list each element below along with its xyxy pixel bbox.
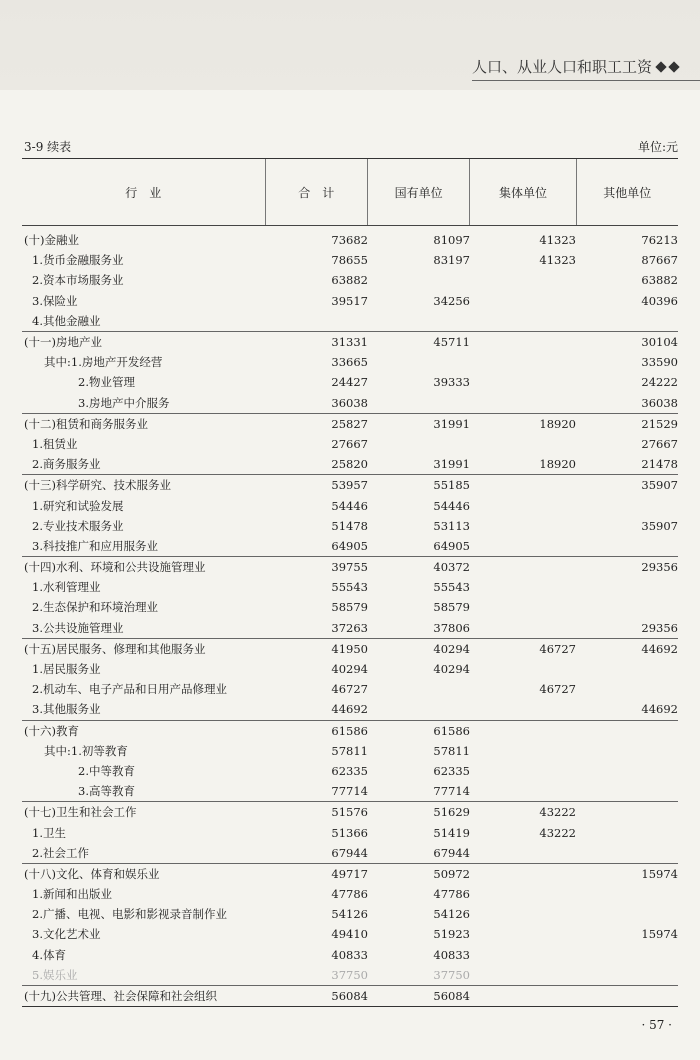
total-value: 27667 (331, 436, 368, 451)
industry-name: 1.新闻和出版业 (32, 887, 112, 902)
state-value: 53113 (433, 518, 470, 533)
collective-value: 43222 (539, 825, 576, 840)
industry-name: (十二)租赁和商务服务业 (24, 416, 148, 431)
state-value: 67944 (433, 845, 470, 860)
total-value: 24427 (331, 375, 368, 390)
state-value: 54126 (433, 907, 470, 922)
table-row (22, 413, 678, 434)
total-value: 37263 (331, 620, 368, 635)
total-value: 51576 (331, 805, 368, 820)
state-value: 62335 (433, 763, 470, 778)
table-row (22, 536, 678, 556)
col-header-industry: 行 业 (22, 159, 266, 225)
other-value: 27667 (641, 436, 678, 451)
industry-name: 1.卫生 (32, 825, 66, 840)
total-value: 40833 (331, 947, 368, 962)
other-value: 76213 (641, 233, 678, 248)
industry-name: 2.专业技术服务业 (32, 518, 124, 533)
table-row (22, 516, 678, 536)
table-row (22, 556, 678, 577)
total-value: 67944 (331, 845, 368, 860)
collective-value: 46727 (539, 682, 576, 697)
state-value: 56084 (433, 989, 470, 1004)
other-value: 87667 (641, 253, 678, 268)
collective-value: 43222 (539, 805, 576, 820)
industry-name: (十)金融业 (24, 233, 79, 248)
wage-table (22, 158, 678, 1007)
industry-name: 5.娱乐业 (32, 967, 78, 982)
industry-name: 2.中等教育 (78, 763, 135, 778)
total-value: 49410 (331, 927, 368, 942)
collective-value: 41323 (539, 253, 576, 268)
total-value: 40294 (331, 662, 368, 677)
state-value: 77714 (433, 784, 470, 799)
industry-name: (十四)水利、环境和公共设施管理业 (24, 560, 206, 575)
table-row (22, 618, 678, 638)
total-value: 64905 (331, 538, 368, 553)
state-value: 45711 (433, 335, 470, 350)
collective-value: 18920 (539, 457, 576, 472)
page-number: · 57 · (641, 1018, 672, 1032)
total-value: 53957 (331, 478, 368, 493)
state-value: 54446 (433, 498, 470, 513)
state-value: 55543 (433, 580, 470, 595)
table-row (22, 924, 678, 944)
collective-value: 41323 (539, 233, 576, 248)
state-value: 58579 (433, 600, 470, 615)
state-value: 31991 (433, 457, 470, 472)
running-header (472, 56, 678, 77)
table-row (22, 311, 678, 331)
other-value: 40396 (641, 293, 678, 308)
state-value: 40294 (433, 641, 470, 656)
table-row (22, 393, 678, 413)
industry-name: 其中:1.初等教育 (44, 743, 128, 758)
state-value: 51419 (433, 825, 470, 840)
table-row (22, 884, 678, 904)
other-value: 44692 (641, 641, 678, 656)
state-value: 37806 (433, 620, 470, 635)
table-header (22, 159, 678, 226)
table-body (22, 226, 678, 1006)
industry-name: (十九)公共管理、社会保障和社会组织 (24, 989, 217, 1004)
state-value: 50972 (433, 866, 470, 881)
industry-name: 2.机动车、电子产品和日用产品修理业 (32, 682, 227, 697)
table-row (22, 659, 678, 679)
industry-name: 4.体育 (32, 947, 66, 962)
col-header-other: 其他单位 (603, 185, 652, 200)
state-value: 40294 (433, 662, 470, 677)
header-rule (472, 80, 700, 81)
total-value: 47786 (331, 887, 368, 902)
state-value: 51629 (433, 805, 470, 820)
total-value: 62335 (331, 763, 368, 778)
industry-name: 3.公共设施管理业 (32, 620, 124, 635)
industry-name: 3.保险业 (32, 293, 78, 308)
table-row (22, 352, 678, 372)
industry-name: 2.广播、电视、电影和影视录音制作业 (32, 907, 227, 922)
industry-name: 1.水利管理业 (32, 580, 101, 595)
table-row (22, 270, 678, 290)
col-header-collective: 集体单位 (470, 159, 576, 225)
total-value: 39755 (331, 560, 368, 575)
total-value: 37750 (331, 967, 368, 982)
table-row (22, 230, 678, 250)
total-value: 44692 (331, 702, 368, 717)
table-row (22, 474, 678, 495)
total-value: 54446 (331, 498, 368, 513)
total-value: 49717 (331, 866, 368, 881)
industry-name: 1.研究和试验发展 (32, 498, 124, 513)
industry-name: 3.科技推广和应用服务业 (32, 538, 158, 553)
state-value: 47786 (433, 887, 470, 902)
state-value: 81097 (433, 233, 470, 248)
table-row (22, 965, 678, 985)
state-value: 40833 (433, 947, 470, 962)
total-value: 36038 (331, 395, 368, 410)
industry-name: 3.文化艺术业 (32, 927, 101, 942)
industry-name: 1.租赁业 (32, 436, 78, 451)
state-value: 37750 (433, 967, 470, 982)
industry-name: 4.其他金融业 (32, 313, 101, 328)
col-header-state: 国有单位 (368, 159, 470, 225)
table-row (22, 495, 678, 515)
other-value: 63882 (641, 273, 678, 288)
total-value: 61586 (331, 723, 368, 738)
other-value: 29356 (641, 620, 678, 635)
industry-name: 1.居民服务业 (32, 662, 101, 677)
industry-name: (十八)文化、体育和娱乐业 (24, 866, 160, 881)
table-row (22, 434, 678, 454)
table-row (22, 291, 678, 311)
state-value: 34256 (433, 293, 470, 308)
total-value: 51366 (331, 825, 368, 840)
other-value: 21529 (641, 416, 678, 431)
total-value: 55543 (331, 580, 368, 595)
state-value: 31991 (433, 416, 470, 431)
total-value: 77714 (331, 784, 368, 799)
other-value: 24222 (641, 375, 678, 390)
total-value: 41950 (331, 641, 368, 656)
industry-name: 2.社会工作 (32, 845, 89, 860)
total-value: 54126 (331, 907, 368, 922)
table-row (22, 372, 678, 392)
industry-name: 3.房地产中介服务 (78, 395, 170, 410)
table-row (22, 638, 678, 659)
table-row (22, 699, 678, 719)
table-row (22, 331, 678, 352)
table-row (22, 801, 678, 822)
state-value: 40372 (433, 560, 470, 575)
table-row (22, 597, 678, 617)
other-value: 36038 (641, 395, 678, 410)
table-row (22, 679, 678, 699)
total-value: 25827 (331, 416, 368, 431)
total-value: 73682 (331, 233, 368, 248)
total-value: 57811 (331, 743, 368, 758)
table-row (22, 822, 678, 842)
col-header-total: 合 计 (266, 159, 368, 225)
running-header-text: 人口、从业人口和职工工资 (471, 58, 652, 76)
table-row (22, 741, 678, 761)
state-value: 55185 (433, 478, 470, 493)
total-value: 63882 (331, 273, 368, 288)
total-value: 33665 (331, 355, 368, 370)
other-value: 21478 (641, 457, 678, 472)
industry-name: (十七)卫生和社会工作 (24, 805, 137, 820)
table-row (22, 781, 678, 801)
state-value: 57811 (433, 743, 470, 758)
other-value: 35907 (641, 518, 678, 533)
other-value: 44692 (641, 702, 678, 717)
state-value: 39333 (433, 375, 470, 390)
total-value: 58579 (331, 600, 368, 615)
industry-name: (十六)教育 (24, 723, 79, 738)
table-row (22, 945, 678, 965)
industry-name: 2.商务服务业 (32, 457, 101, 472)
table-row (22, 904, 678, 924)
state-value: 51923 (433, 927, 470, 942)
other-value: 35907 (641, 478, 678, 493)
diamond-icon (655, 61, 666, 72)
other-value: 30104 (641, 335, 678, 350)
table-row (22, 250, 678, 270)
table-unit: 单位:元 (637, 140, 678, 154)
other-value: 33590 (641, 355, 678, 370)
industry-name: 2.资本市场服务业 (32, 273, 124, 288)
total-value: 25820 (331, 457, 368, 472)
diamond-icon (668, 61, 679, 72)
industry-name: (十五)居民服务、修理和其他服务业 (24, 641, 206, 656)
industry-name: (十三)科学研究、技术服务业 (24, 478, 171, 493)
industry-name: 2.生态保护和环境治理业 (32, 600, 158, 615)
total-value: 78655 (331, 253, 368, 268)
other-value: 15974 (641, 866, 678, 881)
state-value: 83197 (433, 253, 470, 268)
state-value: 64905 (433, 538, 470, 553)
total-value: 46727 (331, 682, 368, 697)
total-value: 51478 (331, 518, 368, 533)
industry-name: 3.其他服务业 (32, 702, 101, 717)
total-value: 39517 (331, 293, 368, 308)
table-row (22, 863, 678, 884)
industry-name: (十一)房地产业 (24, 335, 102, 350)
table-row (22, 843, 678, 863)
collective-value: 46727 (539, 641, 576, 656)
industry-name: 2.物业管理 (78, 375, 135, 390)
industry-name: 3.高等教育 (78, 784, 135, 799)
table-row (22, 454, 678, 474)
table-row (22, 720, 678, 741)
collective-value: 18920 (539, 416, 576, 431)
state-value: 61586 (433, 723, 470, 738)
table-caption: 3-9 续表 (24, 140, 72, 154)
table-row (22, 761, 678, 781)
industry-name: 其中:1.房地产开发经营 (44, 355, 163, 370)
other-value: 29356 (641, 560, 678, 575)
table-row (22, 985, 678, 1006)
other-value: 15974 (641, 927, 678, 942)
total-value: 56084 (331, 989, 368, 1004)
table-row (22, 577, 678, 597)
total-value: 31331 (331, 335, 368, 350)
industry-name: 1.货币金融服务业 (32, 253, 124, 268)
